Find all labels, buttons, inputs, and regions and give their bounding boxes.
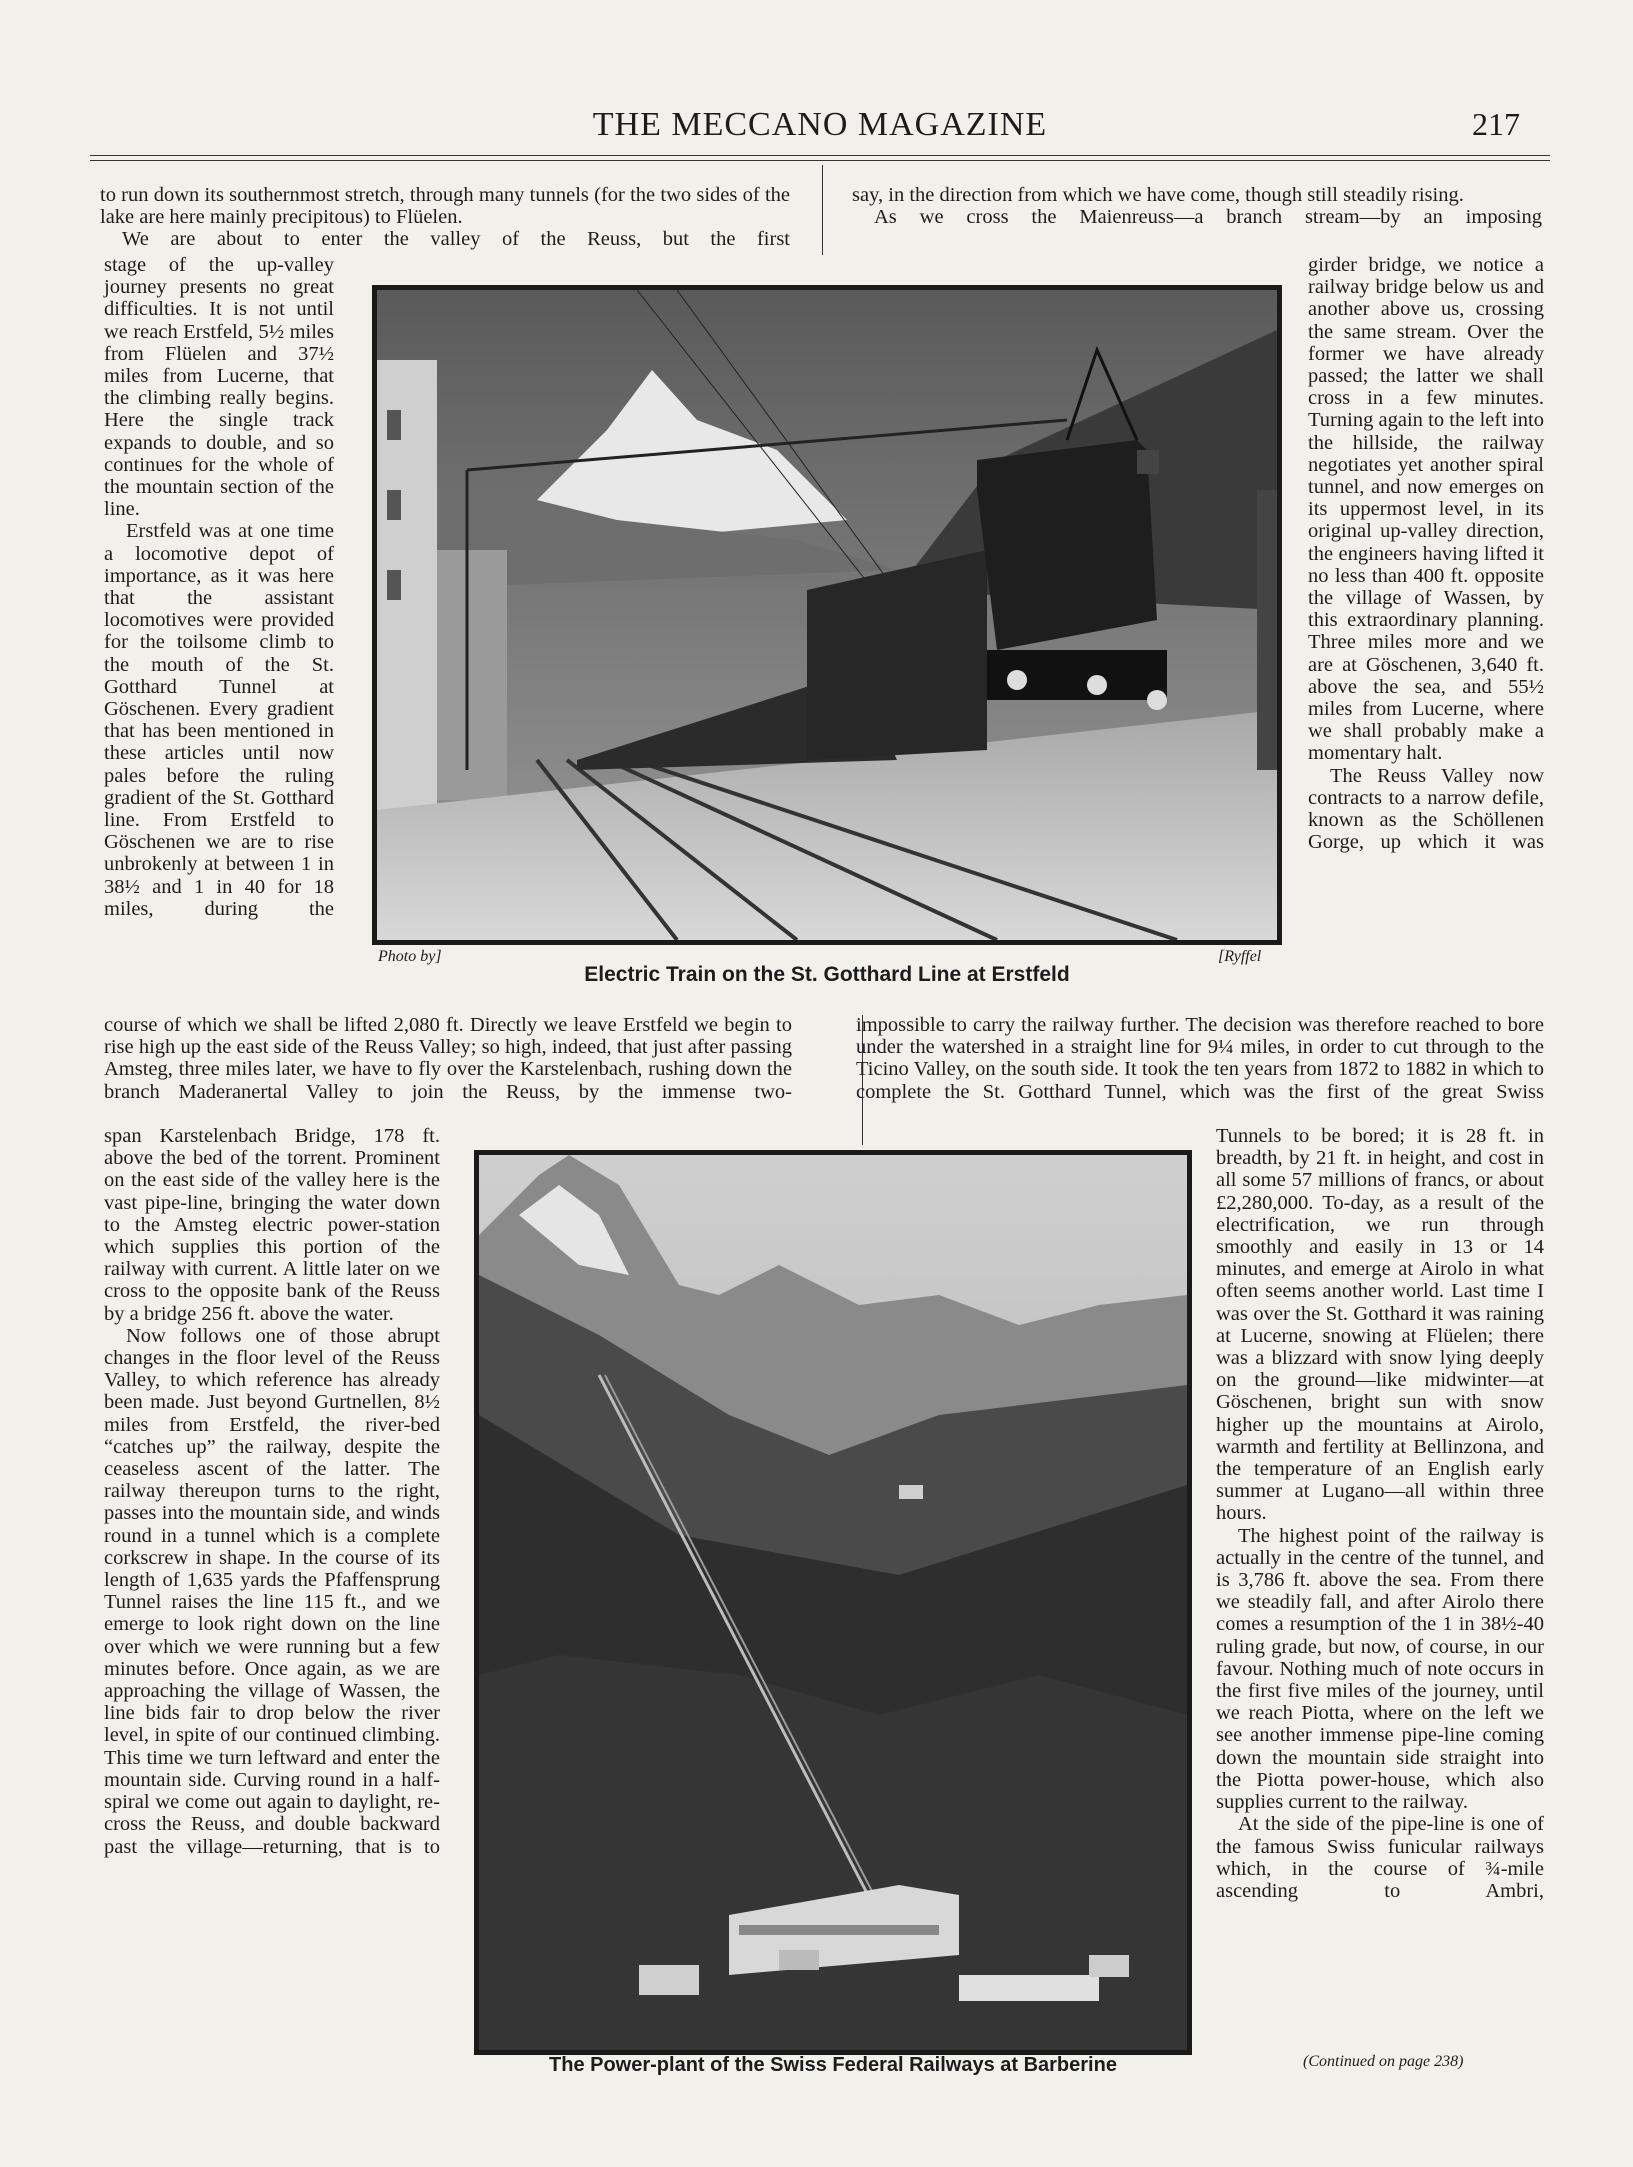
paragraph: girder bridge, we notice a railway bridge below us and another above us, crossing the same stream. Over the former we have already passed; the latter we shall cross in a few minutes. Turning again to the left into the hillside, the railway negotiates yet another spiral tunnel, and now emerges on its uppermost level, in its original up-valley direction, the engineers having lifted it no less than 400 ft. opposite the village of Wassen, by this extraordinary planning. Three miles more and we are at Göschenen, 3,640 ft. above the sea, and 55½ miles from Lucerne, where we shall probably make a momentary halt. [1308,254,1544,765]
page-number: 217 [1472,106,1520,142]
paragraph: span Karstelenbach Bridge, 178 ft. above the bed of the torrent. Prominent on the east side of the valley here is the vast pipe-line, bringing the water down to the Amsteg electric power-station which supplies this portion of the railway with current. A little later on we cross to the opposite bank of the Reuss by a bridge 256 ft. above the water. [104,1125,440,1325]
header-rule-bottom [90,160,1550,161]
paragraph: course of which we shall be lifted 2,080 ft. Directly we leave Erstfeld we begin to rise high up the east side of the Reuss Valley; so high, indeed, that just after passing Amsteg, three miles later, we have to fly over the Karstelenbach, rushing down the branch Maderanertal Valley to join the Reuss, by the immense two- [104,1014,792,1103]
left-column-top-text [100,184,790,251]
paragraph: say, in the direction from which we have come, though still steadily rising. [852,184,1464,206]
figure1-caption: Electric Train on the St. Gotthard Line at Erstfeld [584,963,1070,986]
paragraph: The Reuss Valley now contracts to a narrow defile, known as the Schöllenen Gorge, up which it was [1308,764,1544,854]
paragraph: Erstfeld was at one time a locomotive depot of importance, as it was here that the assistant locomotives were provided for the toilsome climb to the mouth of the St. Gotthard Tunnel at Göschenen. Every gradient that has been mentioned in these articles until now pales before the ruling gradient of the St. Gotthard line. From Erstfeld to Göschenen we are to rise unbrokenly at between 1 in 38½ and 1 in 40 for 18 miles, during the [104,520,334,920]
photo-power-plant [474,1150,1192,2055]
right-column-narrow-text [1308,254,1544,853]
paragraph: Now follows one of those abrupt changes in the floor level of the Reuss Valley, to which reference has already been made. Just beyond Gurtnellen, 8½ miles from Erstfeld, the river-bed “catches up” the railway, despite the ceaseless ascent of the latter. The railway thereupon turns to the right, passes into the mountain side, and winds round in a tunnel which is a complete corkscrew in shape. In the course of its length of 1,635 yards the Pfaffensprung Tunnel raises the line 115 ft., and we emerge to look right down on the line over which we were running but a few minutes before. Once again, as we are approaching the village of Wassen, the line bids fair to drop below the river level, in spite of our continued climbing. This time we turn leftward and enter the mountain side. Curving round in a half-spiral we come out again to daylight, re-cross the Reuss, and double backward past the village—returning, that is to [104,1324,440,1858]
photo-power-plant-image [479,1155,1187,2050]
photo-credit-left: Photo by] [378,948,442,965]
photo-electric-train [372,285,1282,945]
left-column-mid-text [104,1014,792,1103]
paragraph: At the side of the pipe-line is one of the famous Swiss funicular railways which, in the course of ¾-mile ascending to Ambri, [1216,1813,1544,1902]
paragraph: The highest point of the railway is actually in the centre of the tunnel, and is 3,786 ft. above the sea. From there we steadily fall, and after Airolo there comes a resumption of the 1 in 38½-40 ruling grade, but now, of course, in our favour. Nothing much of note occurs in the first five miles of the journey, until we reach Piotta, where on the left we see another immense pipe-line coming down the mountain side straight into the Piotta power-house, which also supplies current to the railway. [1216,1524,1544,1814]
right-column-top-text [852,184,1542,228]
paragraph: stage of the up-valley journey presents no great difficulties. It is not until we reach Erstfeld, 5½ miles from Flüelen and 37½ miles from Lucerne, that the climbing really begins. Here the single track expands to double, and so continues for the whole of the mountain section of the line. [104,254,334,521]
figure2-caption: The Power-plant of the Swiss Federal Railways at Barberine [549,2054,1117,2076]
left-column-narrow-text [104,254,334,920]
photo-electric-train-image [377,290,1277,940]
right-column-mid-text [856,1014,1544,1103]
paragraph: impossible to carry the railway further. The decision was therefore reached to bore under the watershed in a straight line for 9¼ miles, in order to cut through to the Ticino Valley, on the south side. It took the ten years from 1872 to 1882 in which to complete the St. Gotthard Tunnel, which was the first of the great Swiss [856,1014,1544,1103]
paragraph: As we cross the Maienreuss—a branch stream—by an imposing [874,206,1542,229]
right-column-bottom-text [1216,1125,1544,1902]
continued-note: (Continued on page 238) [1303,2053,1464,2070]
photo-credit-right: [Ryffel [1218,948,1262,965]
header-rule-top [90,155,1550,156]
paragraph: We are about to enter the valley of the Reuss, but the first [122,228,790,251]
paragraph: to run down its southernmost stretch, through many tunnels (for the two sides of the lake are here mainly precipitous) to Flüelen. [100,184,790,229]
column-divider-top [822,165,823,255]
magazine-title: THE MECCANO MAGAZINE [592,106,1048,143]
paragraph: Tunnels to be bored; it is 28 ft. in breadth, by 21 ft. in height, and cost in all some 57 millions of francs, or about £2,280,000. To-day, as a result of the electrification, we run through smoothly and easily in 13 or 14 minutes, and emerge at Airolo in what often seems another world. Last time I was over the St. Gotthard it was raining at Lucerne, snowing at Flüelen; there was a blizzard with snow lying deeply on the ground—like midwinter—at Göschenen, bright sun with snow higher up the mountains at Airolo, warmth and fertility at Bellinzona, and the temperature of an English early summer at Lugano—all within three hours. [1216,1125,1544,1525]
page-header [90,100,1550,150]
left-column-bottom-text [104,1125,440,1858]
